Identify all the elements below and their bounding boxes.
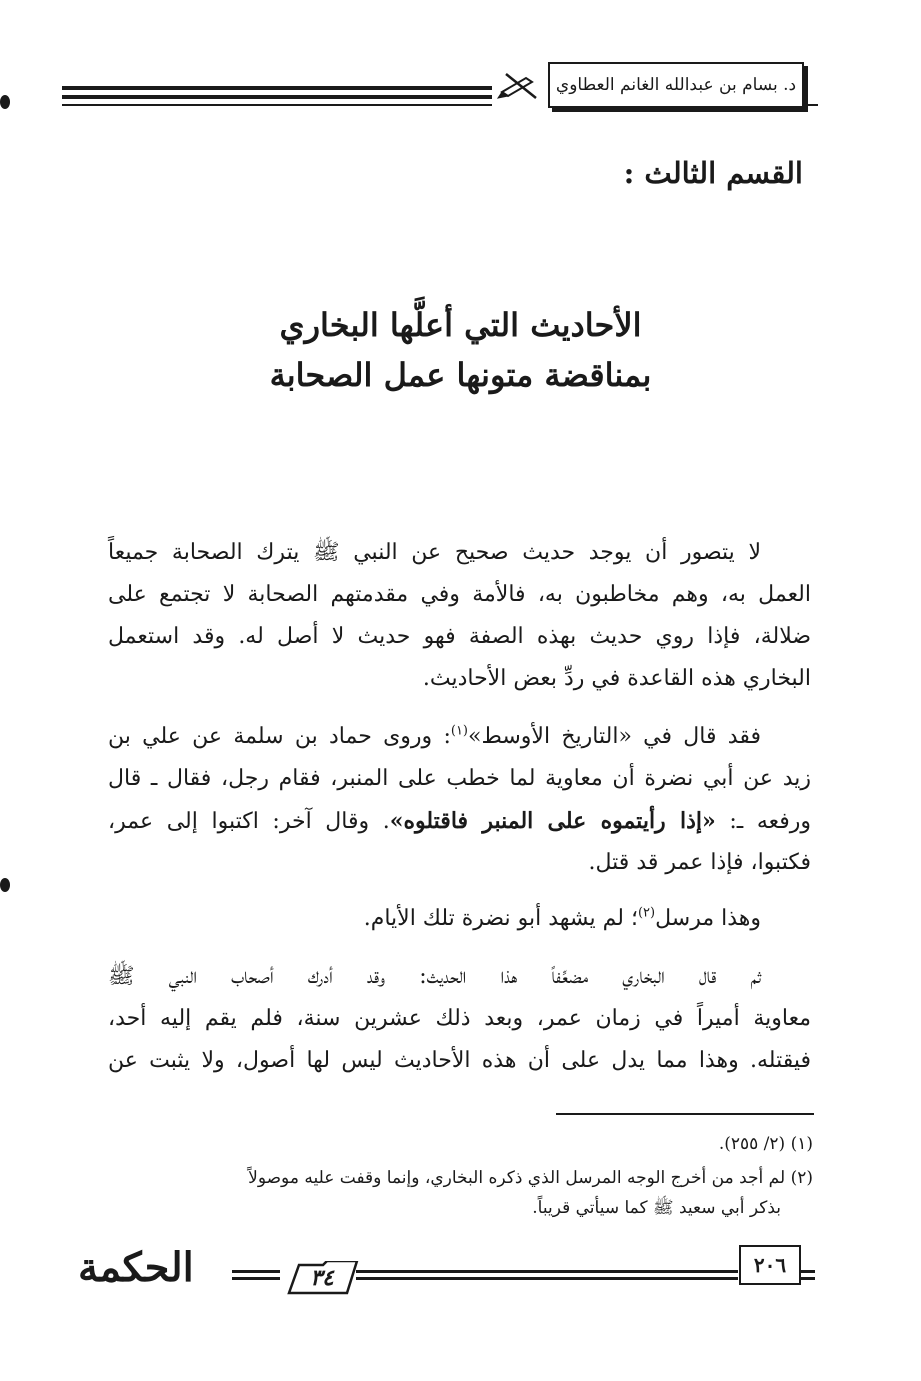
page-number-box	[739, 1245, 801, 1285]
margin-mark	[0, 95, 10, 109]
footer-rule	[232, 1270, 280, 1273]
narration-text: ؛ لم يشهد أبو نضرة تلك الأيام.	[363, 906, 638, 931]
journal-logo: الحكمة	[78, 1244, 194, 1291]
paragraph-line: العمل به، وهم مخاطبون به، فالأمة وفي مقدمتهم الصحابة لا تجتمع على	[108, 582, 811, 607]
footer-rule	[356, 1270, 738, 1273]
author-name-box	[548, 62, 804, 108]
header-rule-mid	[62, 95, 492, 99]
paragraph-line: فكتبوا، فإذا عمر قد قتل.	[588, 850, 811, 875]
paragraph-line: زيد عن أبي نضرة أن معاوية لما خطب على المنبر، فقام رجل، فقال ـ قال	[108, 766, 811, 791]
narration-text: : وروى حماد بن سلمة عن علي بن	[108, 724, 451, 749]
hadith-quote: «إذا رأيتموه على المنبر فاقتلوه»	[389, 808, 716, 834]
crossed-pen-icon	[496, 70, 540, 100]
footnote-2-line-1: (٢) لم أجد من أخرج الوجه المرسل الذي ذكره البخاري، وإنما وقفت عليه موصولاً	[248, 1168, 813, 1188]
header-rule-right	[806, 104, 818, 106]
footnote-ref: (١)	[450, 723, 468, 739]
paragraph-line	[108, 722, 811, 752]
footer-rule	[232, 1277, 280, 1280]
narration-text: . وقال آخر: اكتبوا إلى عمر،	[108, 809, 390, 834]
author-name: د. بسام بن عبدالله الغانم العطاوي	[555, 75, 797, 95]
issue-number: ٣٤	[310, 1265, 334, 1291]
margin-mark	[0, 878, 10, 892]
footnote-2-line-2: بذكر أبي سعيد ﷺ كما سيأتي قريباً.	[532, 1198, 781, 1218]
header-rule-bottom	[62, 104, 492, 106]
footer-rule	[356, 1277, 738, 1280]
footnote-1: (١) (٢/ ٢٥٥).	[718, 1134, 813, 1154]
footnote-separator	[556, 1113, 814, 1115]
narration-text: وهذا مرسل	[655, 906, 761, 931]
paragraph-line: معاوية أميراً في زمان عمر، وبعد ذلك عشرين سنة، فلم يقم إليه أحد،	[108, 1006, 811, 1031]
paragraph-line	[108, 904, 811, 934]
footer-rule	[801, 1277, 815, 1280]
quote-intro: فقد قال في «التاريخ الأوسط»	[468, 724, 761, 749]
page-title-line-1: الأحاديث التي أعلَّها البخاري	[279, 306, 642, 344]
page-number: ٢٠٦	[753, 1253, 787, 1277]
paragraph-line: لا يتصور أن يوجد حديث صحيح عن النبي ﷺ يترك الصحابة جميعاً	[108, 540, 761, 565]
header-rule-top	[62, 86, 492, 90]
paragraph-line: البخاري هذه القاعدة في ردِّ بعض الأحاديث.	[422, 666, 811, 691]
paragraph-line	[108, 806, 811, 837]
paragraph-line: فيقتله. وهذا مما يدل على أن هذه الأحاديث ليس لها أصول، ولا يثبت عن	[108, 1048, 811, 1073]
page-title-line-2: بمناقضة متونها عمل الصحابة	[269, 356, 652, 394]
paragraph-line: ضلالة، فإذا روي حديث بهذه الصفة فهو حديث لا أصل له. وقد استعمل	[108, 624, 811, 649]
footnote-ref: (٢)	[637, 905, 656, 921]
paragraph-line: ثم قال البخاري مضعِّفاً هذا الحديث: وقد أدرك أصحاب النبي ﷺ	[108, 964, 761, 989]
narration-text: ورفعه ـ:	[715, 809, 811, 834]
footer-rule	[801, 1270, 815, 1273]
section-label: القسم الثالث :	[623, 156, 803, 190]
